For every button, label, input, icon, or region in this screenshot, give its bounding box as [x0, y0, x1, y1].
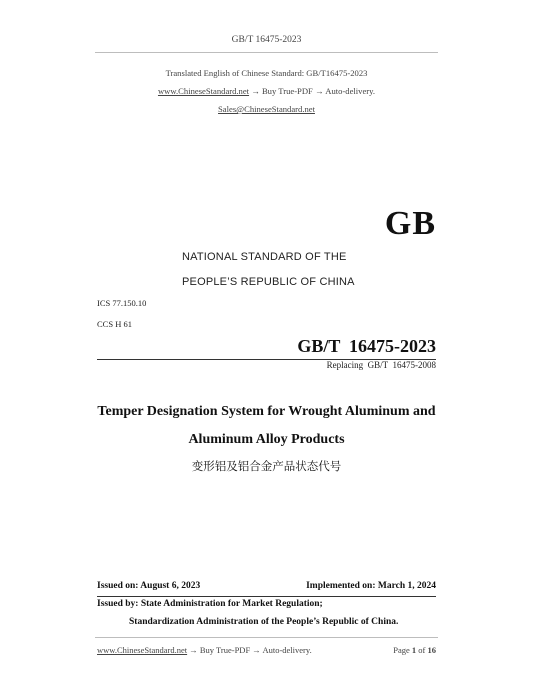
footer-divider [95, 637, 438, 638]
footer-site-link[interactable]: www.ChineseStandard.net [97, 645, 188, 655]
page-label: Page [393, 645, 410, 655]
header-divider [95, 52, 438, 53]
title-chinese: 变形铝及铝合金产品状态代号 [191, 459, 342, 473]
site-link[interactable]: www.ChineseStandard.net [157, 86, 250, 96]
title-line2: Aluminum Alloy Products [188, 432, 345, 447]
implemented-on-date: Implemented on: March 1, 2024 [306, 581, 436, 591]
standard-number: GB/T 16475-2023 [297, 336, 436, 356]
buy-line [0, 86, 533, 96]
issued-by-line1: Issued by: State Administration for Market Regulation; [97, 599, 323, 609]
page-of: of [418, 645, 426, 655]
issued-rule [97, 596, 436, 597]
footer-buy-line [97, 645, 312, 655]
page-total: 16 [427, 645, 436, 655]
translated-note: Translated English of Chinese Standard: GB/T16475-2023 [165, 68, 368, 78]
sales-email-link[interactable]: Sales@ChineseStandard.net [218, 104, 315, 114]
buy-text: → Buy True-PDF → Auto-delivery. [249, 86, 376, 96]
email-line [0, 104, 533, 114]
page-current: 1 [411, 645, 417, 655]
page-indicator [393, 645, 436, 655]
national-standard-line2: PEOPLE’S REPUBLIC OF CHINA [182, 276, 355, 288]
issued-on-date: Issued on: August 6, 2023 [97, 581, 201, 591]
footer-buy-text: → Buy True-PDF → Auto-delivery. [187, 645, 312, 655]
national-standard-line1: NATIONAL STANDARD OF THE [182, 251, 347, 263]
title-line1: Temper Designation System for Wrought Aluminum and [97, 404, 436, 419]
ics-code: ICS 77.150.10 [97, 298, 147, 308]
replacing-note: Replacing GB/T 16475-2008 [326, 360, 436, 370]
gb-logo: GB [384, 205, 436, 242]
issued-by-line2: Standardization Administration of the People’s Republic of China. [129, 617, 399, 627]
running-header-title: GB/T 16475-2023 [231, 35, 302, 45]
ccs-code: CCS H 61 [97, 319, 132, 329]
